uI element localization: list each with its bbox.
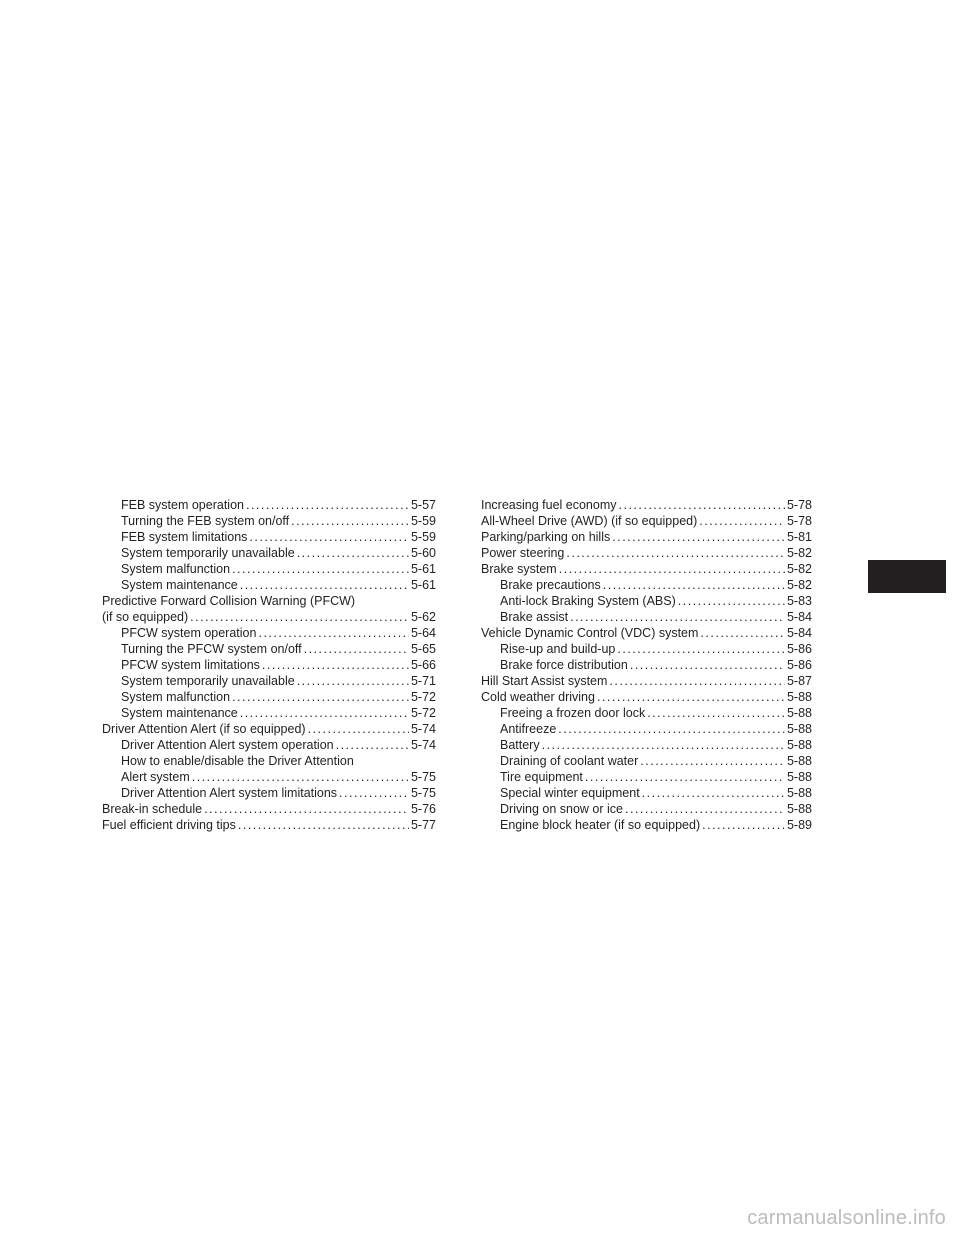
toc-entry[interactable] [481, 753, 812, 769]
toc-entry-title: Draining of coolant water [500, 754, 639, 768]
toc-entry-title: FEB system operation [121, 498, 244, 512]
toc-entry[interactable] [481, 641, 812, 657]
toc-entry-title: Antifreeze [500, 722, 557, 736]
dot-leader [240, 705, 409, 721]
toc-entry-page: 5-88 [786, 770, 812, 784]
toc-entry-page: 5-81 [786, 530, 812, 544]
toc-entry-title: Brake force distribution [500, 658, 628, 672]
toc-entry-title: Turning the PFCW system on/off [121, 642, 302, 656]
toc-entry[interactable] [102, 513, 436, 529]
toc-entry-title: Driving on snow or ice [500, 802, 623, 816]
toc-entry-title: Engine block heater (if so equipped) [500, 818, 701, 832]
toc-entry-page: 5-83 [786, 594, 812, 608]
toc-entry[interactable] [481, 497, 812, 513]
dot-leader [700, 625, 785, 641]
toc-entry[interactable] [102, 609, 436, 625]
toc-entry-title: System temporarily unavailable [121, 546, 295, 560]
dot-leader [609, 673, 785, 689]
toc-entry-title: Parking/parking on hills [481, 530, 611, 544]
toc-entry-page: 5-74 [410, 738, 436, 752]
toc-entry[interactable] [481, 737, 812, 753]
toc-entry-title: Brake system [481, 562, 557, 576]
toc-entry-page: 5-62 [410, 610, 436, 624]
toc-entry-page: 5-88 [786, 754, 812, 768]
toc-entry-title: System malfunction [121, 562, 231, 576]
toc-entry-title: Rise-up and build-up [500, 642, 616, 656]
toc-entry-title: Tire equipment [500, 770, 583, 784]
dot-leader [630, 657, 785, 673]
dot-leader [678, 593, 785, 609]
toc-entry-page: 5-82 [786, 546, 812, 560]
toc-entry-title: Anti-lock Braking System (ABS) [500, 594, 676, 608]
toc-entry-page: 5-72 [410, 706, 436, 720]
dot-leader [291, 513, 409, 529]
toc-entry-page: 5-88 [786, 802, 812, 816]
dot-leader [642, 785, 785, 801]
toc-entry[interactable] [102, 673, 436, 689]
toc-entry-page: 5-72 [410, 690, 436, 704]
toc-entry-page: 5-77 [410, 818, 436, 832]
toc-entry-title: Alert system [121, 770, 190, 784]
toc-entry-page: 5-71 [410, 674, 436, 688]
toc-entry-page: 5-88 [786, 786, 812, 800]
toc-entry[interactable] [481, 593, 812, 609]
toc-entry[interactable] [102, 737, 436, 753]
toc-entry-title: System temporarily unavailable [121, 674, 295, 688]
dot-leader [542, 737, 785, 753]
toc-entry-page: 5-89 [786, 818, 812, 832]
toc-entry-page: 5-86 [786, 642, 812, 656]
dot-leader [603, 577, 785, 593]
toc-entry-page: 5-61 [410, 562, 436, 576]
toc-entry-title: Special winter equipment [500, 786, 640, 800]
toc-entry[interactable] [102, 769, 436, 785]
toc-entry-page: 5-57 [410, 498, 436, 512]
toc-entry[interactable] [102, 657, 436, 673]
toc-left-column [102, 497, 436, 833]
dot-leader [262, 657, 409, 673]
dot-leader [585, 769, 785, 785]
toc-entry-page: 5-59 [410, 530, 436, 544]
toc-entry-page: 5-87 [786, 674, 812, 688]
toc-entry-page: 5-88 [786, 738, 812, 752]
toc-entry[interactable] [102, 545, 436, 561]
watermark: carmanualsonline.info [747, 1207, 946, 1229]
toc-entry[interactable] [102, 817, 436, 833]
toc-entry-page: 5-66 [410, 658, 436, 672]
dot-leader [570, 609, 785, 625]
toc-entry-title: Brake precautions [500, 578, 601, 592]
toc-entry[interactable] [102, 497, 436, 513]
toc-entry-page: 5-82 [786, 562, 812, 576]
toc-entry-title: (if so equipped) [102, 610, 189, 624]
toc-entry-page: 5-61 [410, 578, 436, 592]
dot-leader [297, 545, 409, 561]
toc-entry[interactable] [481, 673, 812, 689]
dot-leader [702, 817, 785, 833]
toc-entry[interactable] [481, 721, 812, 737]
dot-leader [647, 705, 785, 721]
toc-entry[interactable] [102, 641, 436, 657]
toc-entry[interactable] [102, 529, 436, 545]
dot-leader [640, 753, 785, 769]
toc-entry-title: Freeing a frozen door lock [500, 706, 646, 720]
dot-leader [192, 769, 409, 785]
toc-entry-page: 5-64 [410, 626, 436, 640]
dot-leader [619, 497, 785, 513]
dot-leader [249, 529, 409, 545]
toc-entry-page: 5-78 [786, 514, 812, 528]
toc-entry-page: 5-75 [410, 786, 436, 800]
dot-leader [308, 721, 409, 737]
dot-leader [238, 817, 409, 833]
toc-entry-page: 5-65 [410, 642, 436, 656]
toc-entry-title: Driver Attention Alert (if so equipped) [102, 722, 306, 736]
toc-entry-page: 5-78 [786, 498, 812, 512]
toc-entry[interactable] [102, 625, 436, 641]
toc-entry-page: 5-82 [786, 578, 812, 592]
dot-leader [566, 545, 785, 561]
dot-leader [699, 513, 785, 529]
dot-leader [304, 641, 409, 657]
toc-entry-title: PFCW system limitations [121, 658, 260, 672]
toc-entry-title-line: How to enable/disable the Driver Attention [121, 754, 354, 768]
toc-entry[interactable] [481, 609, 812, 625]
toc-entry-page: 5-75 [410, 770, 436, 784]
toc-entry[interactable] [481, 625, 812, 641]
toc-entry-title: Power steering [481, 546, 565, 560]
dot-leader [336, 737, 409, 753]
dot-leader [612, 529, 785, 545]
toc-entry-title: Brake assist [500, 610, 569, 624]
dot-leader [190, 609, 409, 625]
dot-leader [232, 689, 409, 705]
toc-entry[interactable] [102, 689, 436, 705]
chapter-tab [868, 560, 946, 593]
toc-entry[interactable] [481, 817, 812, 833]
toc-entry-title: All-Wheel Drive (AWD) (if so equipped) [481, 514, 698, 528]
toc-entry-page: 5-86 [786, 658, 812, 672]
toc-entry-page: 5-74 [410, 722, 436, 736]
toc-entry[interactable] [481, 545, 812, 561]
toc-entry-page: 5-84 [786, 626, 812, 640]
dot-leader [258, 625, 409, 641]
dot-leader [204, 801, 409, 817]
dot-leader [558, 721, 785, 737]
toc-entry-title-line: Predictive Forward Collision Warning (PFCW) [102, 594, 356, 608]
dot-leader [597, 689, 785, 705]
dot-leader [617, 641, 785, 657]
toc-entry[interactable] [481, 561, 812, 577]
toc-entry[interactable] [102, 801, 436, 817]
dot-leader [559, 561, 785, 577]
toc-entry[interactable] [102, 561, 436, 577]
toc-entry[interactable] [481, 801, 812, 817]
toc-entry[interactable] [102, 721, 436, 737]
toc-entry-title: Increasing fuel economy [481, 498, 617, 512]
toc-entry-title: System malfunction [121, 690, 231, 704]
toc-entry[interactable] [481, 657, 812, 673]
dot-leader [625, 801, 785, 817]
toc-entry-title: Battery [500, 738, 540, 752]
toc-entry-title: PFCW system operation [121, 626, 257, 640]
toc-entry[interactable] [481, 577, 812, 593]
toc-entry-title: Fuel efficient driving tips [102, 818, 236, 832]
toc-entry-title: Break-in schedule [102, 802, 203, 816]
toc-entry[interactable] [481, 529, 812, 545]
toc-entry-title: System maintenance [121, 578, 238, 592]
toc-entry[interactable] [102, 705, 436, 721]
toc-entry-page: 5-60 [410, 546, 436, 560]
toc-entry-page: 5-59 [410, 514, 436, 528]
toc-entry-title: Turning the FEB system on/off [121, 514, 290, 528]
toc-entry-page: 5-88 [786, 706, 812, 720]
toc-entry[interactable] [102, 577, 436, 593]
dot-leader [240, 577, 409, 593]
dot-leader [339, 785, 409, 801]
toc-entry[interactable] [481, 785, 812, 801]
toc-entry-title: Cold weather driving [481, 690, 595, 704]
toc-entry-page: 5-88 [786, 690, 812, 704]
toc-entry-title: Driver Attention Alert system limitations [121, 786, 338, 800]
toc-entry[interactable] [481, 513, 812, 529]
toc-entry-page: 5-76 [410, 802, 436, 816]
toc-entry[interactable] [481, 689, 812, 705]
toc-entry-page: 5-88 [786, 722, 812, 736]
toc-entry-title: Hill Start Assist system [481, 674, 608, 688]
toc-entry[interactable] [481, 769, 812, 785]
toc-entry-title: FEB system limitations [121, 530, 248, 544]
dot-leader [232, 561, 409, 577]
toc-entry-page: 5-84 [786, 610, 812, 624]
toc-entry[interactable] [102, 785, 436, 801]
dot-leader [246, 497, 409, 513]
dot-leader [297, 673, 409, 689]
toc-entry-title: System maintenance [121, 706, 238, 720]
toc-entry-title: Vehicle Dynamic Control (VDC) system [481, 626, 699, 640]
toc-entry[interactable] [481, 705, 812, 721]
toc-entry-title: Driver Attention Alert system operation [121, 738, 334, 752]
toc-right-column [481, 497, 812, 833]
